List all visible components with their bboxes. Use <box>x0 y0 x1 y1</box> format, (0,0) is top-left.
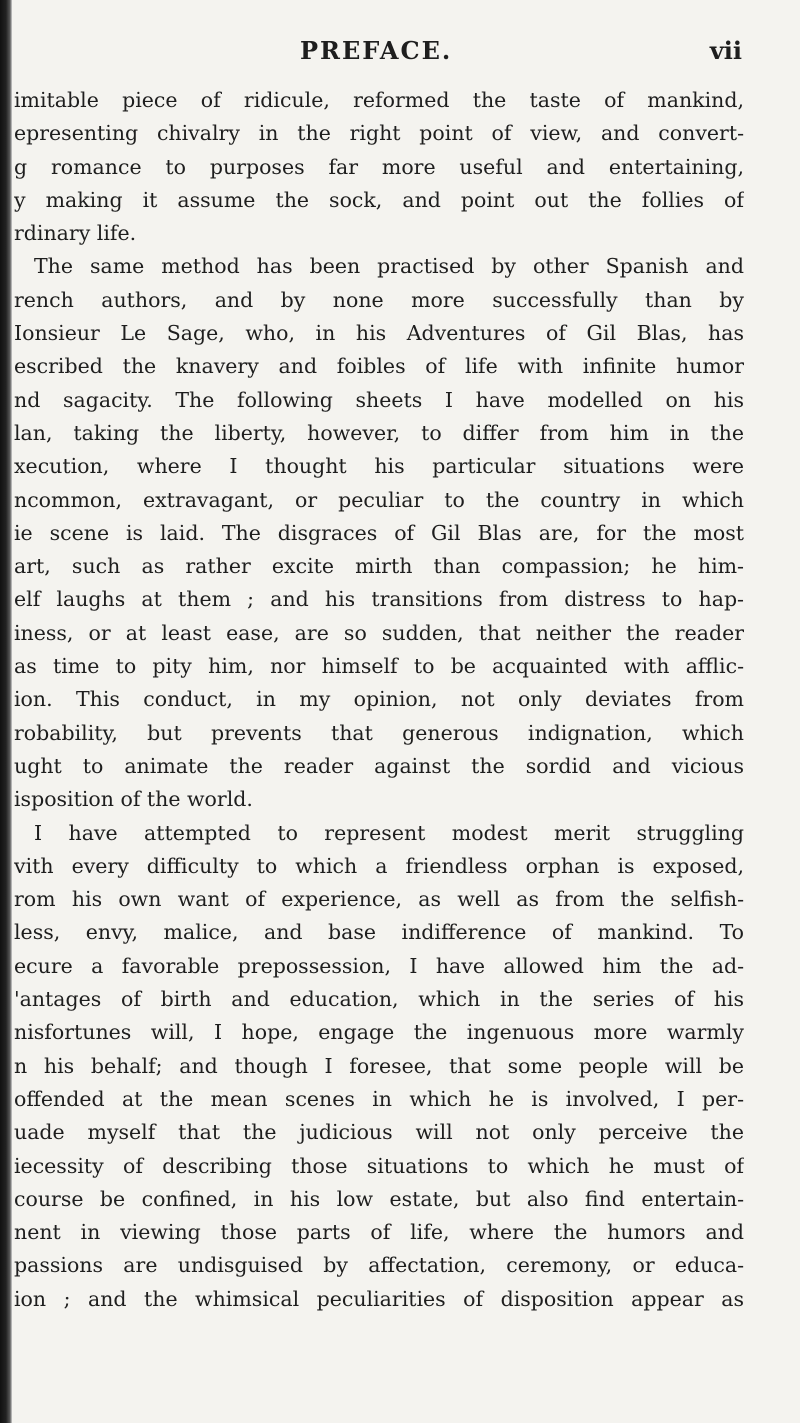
text-line: The same method has been practised by other Spanish and <box>34 254 744 279</box>
text-line: g romance to purposes far more useful and entertaining, <box>14 154 744 179</box>
text-line: course be confined, in his low estate, but also find entertain- <box>14 1186 744 1211</box>
text-line: imitable piece of ridicule, reformed the taste of mankind, <box>14 88 744 112</box>
text-line: I have attempted to represent modest merit struggling <box>34 820 744 845</box>
text-line: ie scene is laid. The disgraces of Gil Blas are, for the most <box>14 520 744 545</box>
text-line: elf laughs at them ; and his transitions from distress to hap- <box>14 587 744 612</box>
text-line: Ionsieur Le Sage, who, in his Adventures of Gil Blas, has <box>14 321 744 346</box>
text-line: robability, but prevents that generous indignation, which <box>14 720 744 745</box>
text-line: ecure a favorable prepossession, I have allowed him the ad- <box>14 953 744 978</box>
text-line: lan, taking the liberty, however, to differ from him in the <box>14 420 744 445</box>
text-line: ion. This conduct, in my opinion, not only deviates from <box>14 687 744 712</box>
text-line: nd sagacity. The following sheets I have modelled on his <box>14 387 744 412</box>
text-line: 'antages of birth and education, which in the series of his <box>14 987 744 1012</box>
page-header <box>0 36 800 68</box>
text-line: ion ; and the whimsical peculiarities of disposition appear as <box>14 1286 744 1311</box>
text-line: y making it assume the sock, and point out the follies of <box>14 187 744 212</box>
text-line: isposition of the world. <box>14 787 253 812</box>
text-line: iness, or at least ease, are so sudden, that neither the reader <box>14 620 744 645</box>
body-text <box>14 84 744 1316</box>
text-line: passions are undisguised by affectation, ceremony, or educa- <box>14 1253 744 1278</box>
text-line: vith every difficulty to which a friendless orphan is exposed, <box>14 853 744 878</box>
text-line: rdinary life. <box>14 221 137 246</box>
text-line: as time to pity him, nor himself to be acquainted with afflic- <box>14 654 744 679</box>
text-line: nent in viewing those parts of life, where the humors and <box>14 1220 744 1245</box>
text-line: escribed the knavery and foibles of life with infinite humor <box>14 354 744 379</box>
text-line: rench authors, and by none more successfully than by <box>14 287 744 312</box>
text-line: nisfortunes will, I hope, engage the ingenuous more warmly <box>14 1020 744 1045</box>
text-line: rom his own want of experience, as well as from the selfish- <box>14 887 744 912</box>
text-line: iecessity of describing those situations to which he must of <box>14 1153 744 1178</box>
text-line: xecution, where I thought his particular situations were <box>14 454 744 479</box>
text-line: ught to animate the reader against the sordid and vicious <box>14 753 744 778</box>
text-line: uade myself that the judicious will not only perceive the <box>14 1120 744 1145</box>
running-head: PREFACE. <box>300 36 453 65</box>
page-number: vii <box>709 36 742 65</box>
text-line: less, envy, malice, and base indifference of mankind. To <box>14 920 744 945</box>
text-line: offended at the mean scenes in which he is involved, I per- <box>14 1086 744 1111</box>
text-line: art, such as rather excite mirth than compassion; he him- <box>14 554 744 579</box>
text-line: epresenting chivalry in the right point of view, and convert- <box>14 121 744 146</box>
text-line: ncommon, extravagant, or peculiar to the country in which <box>14 487 744 512</box>
text-line: n his behalf; and though I foresee, that some people will be <box>14 1053 744 1078</box>
